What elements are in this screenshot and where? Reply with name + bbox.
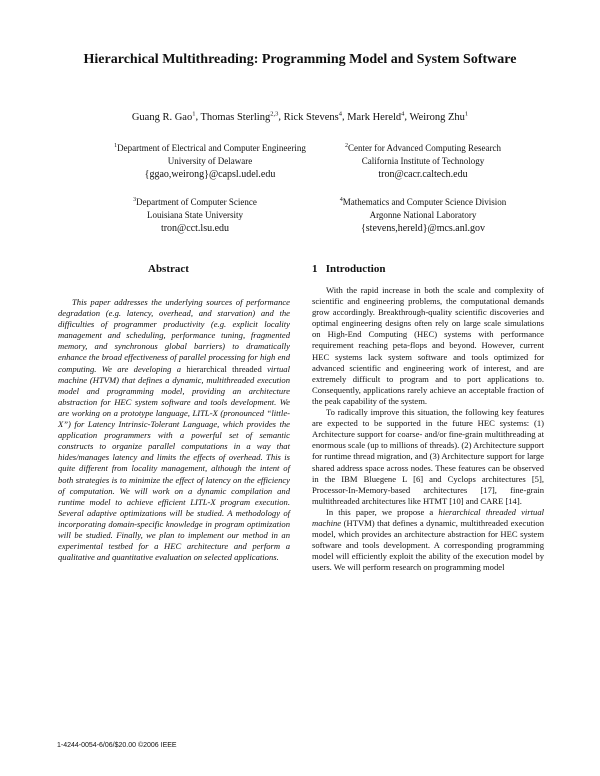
- paragraph: In this paper, we propose a hierarchical threaded virtual machine (HTVM) that defines a dynamic, multithreaded execution model, which provides an architecture abstraction for HEC system software and tools development. A corresponding programming model will efficiently exploit the ability of the execution model by users. We will perform research on programming model: [312, 506, 545, 573]
- affiliation: $^4$Mathematics and Computer Science Division Argonne National Laboratory {stevens,hereld}@mcs.anl.gov: [298, 194, 548, 235]
- author: Weirong Zhu$^1$: [409, 110, 469, 123]
- author: Guang R. Gao$^1$: [131, 110, 196, 123]
- affiliation-email: tron@cacr.caltech.edu: [378, 169, 468, 180]
- affiliation: $^1$Department of Electrical and Computer Engineering University of Delaware {ggao,weirong}@capsl.udel.edu: [85, 140, 335, 181]
- author-list: Guang R. Gao$^1$, Thomas Sterling$^{2,3}$, Rick Stevens$^4$, Mark Hereld$^4$, Weirong Zhu$^1$: [131, 110, 469, 123]
- author: Mark Hereld$^4$: [347, 110, 405, 123]
- paragraph: To radically improve this situation, the following key features are expected to be supported in the future HEC systems: (1) Architecture support for coarse- and/or fine-grain multithreading at enormous scale (up to millions of threads). (2) Architecture support for runtime thread migration, and (3) Architecture support for large shared address space across nodes. These features can be observed in the IBM Bluegene L [6] and Cyclops architectures [5], Processor-In-Memory-based architectures [17], fine-grain multithreaded architectures like HTMT [10] and CARE [14].: [312, 407, 544, 506]
- introduction-heading: 1 Introduction: [312, 263, 386, 275]
- affiliation: $^2$Center for Advanced Computing Research California Institute of Technology tron@cacr.caltech.edu: [298, 140, 548, 181]
- affiliation-email: tron@cct.lsu.edu: [160, 223, 230, 234]
- affiliation: $^3$Department of Computer Science Louisiana State University tron@cct.lsu.edu: [70, 194, 320, 235]
- affiliation-email: {stevens,hereld}@mcs.anl.gov: [360, 223, 486, 234]
- abstract-body: This paper addresses the underlying sources of performance degradation (e.g. latency, overhead, and starvation) and the difficulties of programmer productivity (e.g. explicit locality management and scheduling, performance tuning, fragmented memory, and synchronous global barriers) to dramatically enhance the broad effectiveness of parallel processing for high end computing. We are developing a hierarchical threaded virtual machine (HTVM) that defines a dynamic, multithreaded execution model and programming model, providing an architecture abstraction for HEC system software and tools development. We are working on a prototype language, LITL-X (pronounced “little-X”) for Latency Intrinsic-Tolerant Language, which provides the application programmers with a powerful set of semantic constructs to organize parallel computations in a way that hides/manages latency and limits the effects of overhead. This is quite different from locality management, although the intent of both strategies is to minimize the effect of latency on the efficiency of computation. We will work on a dynamic compilation and runtime model to achieve efficient LITL-X program execution. Several adaptive optimizations will be studied. A methodology of incorporating domain-specific knowledge in program optimization will be studied. Finally, we plan to implement our method in an experimental testbed for a HEC architecture and perform a qualitative and quantitative evaluation on selected applications.: [58, 297, 290, 563]
- paragraph: With the rapid increase in both the scale and complexity of scientific and engineering problems, the computational demands grow accordingly. Breakthrough-quality scientific discoveries and optimal engineering designs often rely on large scale simulations on High-End Computing (HEC) systems with performance requirement reaching peta-flops and beyond. However, current HEC systems lack system software and tools optimized for advanced scientific and engineering work of interest, and are extremely difficult to program and to port applications to. Consequently, applications rarely achieve an acceptable fraction of the peak capability of the system.: [312, 285, 544, 406]
- copyright-footer: 1-4244-0054-6/06/$20.00 ©2006 IEEE: [57, 742, 177, 749]
- introduction-body: [312, 285, 544, 573]
- affiliation-email: {ggao,weirong}@capsl.udel.edu: [144, 169, 276, 180]
- abstract-heading: Abstract: [148, 263, 189, 275]
- author: Rick Stevens$^4$: [283, 110, 342, 123]
- author: Thomas Sterling$^{2,3}$: [200, 110, 279, 123]
- paper-title: Hierarchical Multithreading: Programming Model and System Software: [83, 52, 517, 67]
